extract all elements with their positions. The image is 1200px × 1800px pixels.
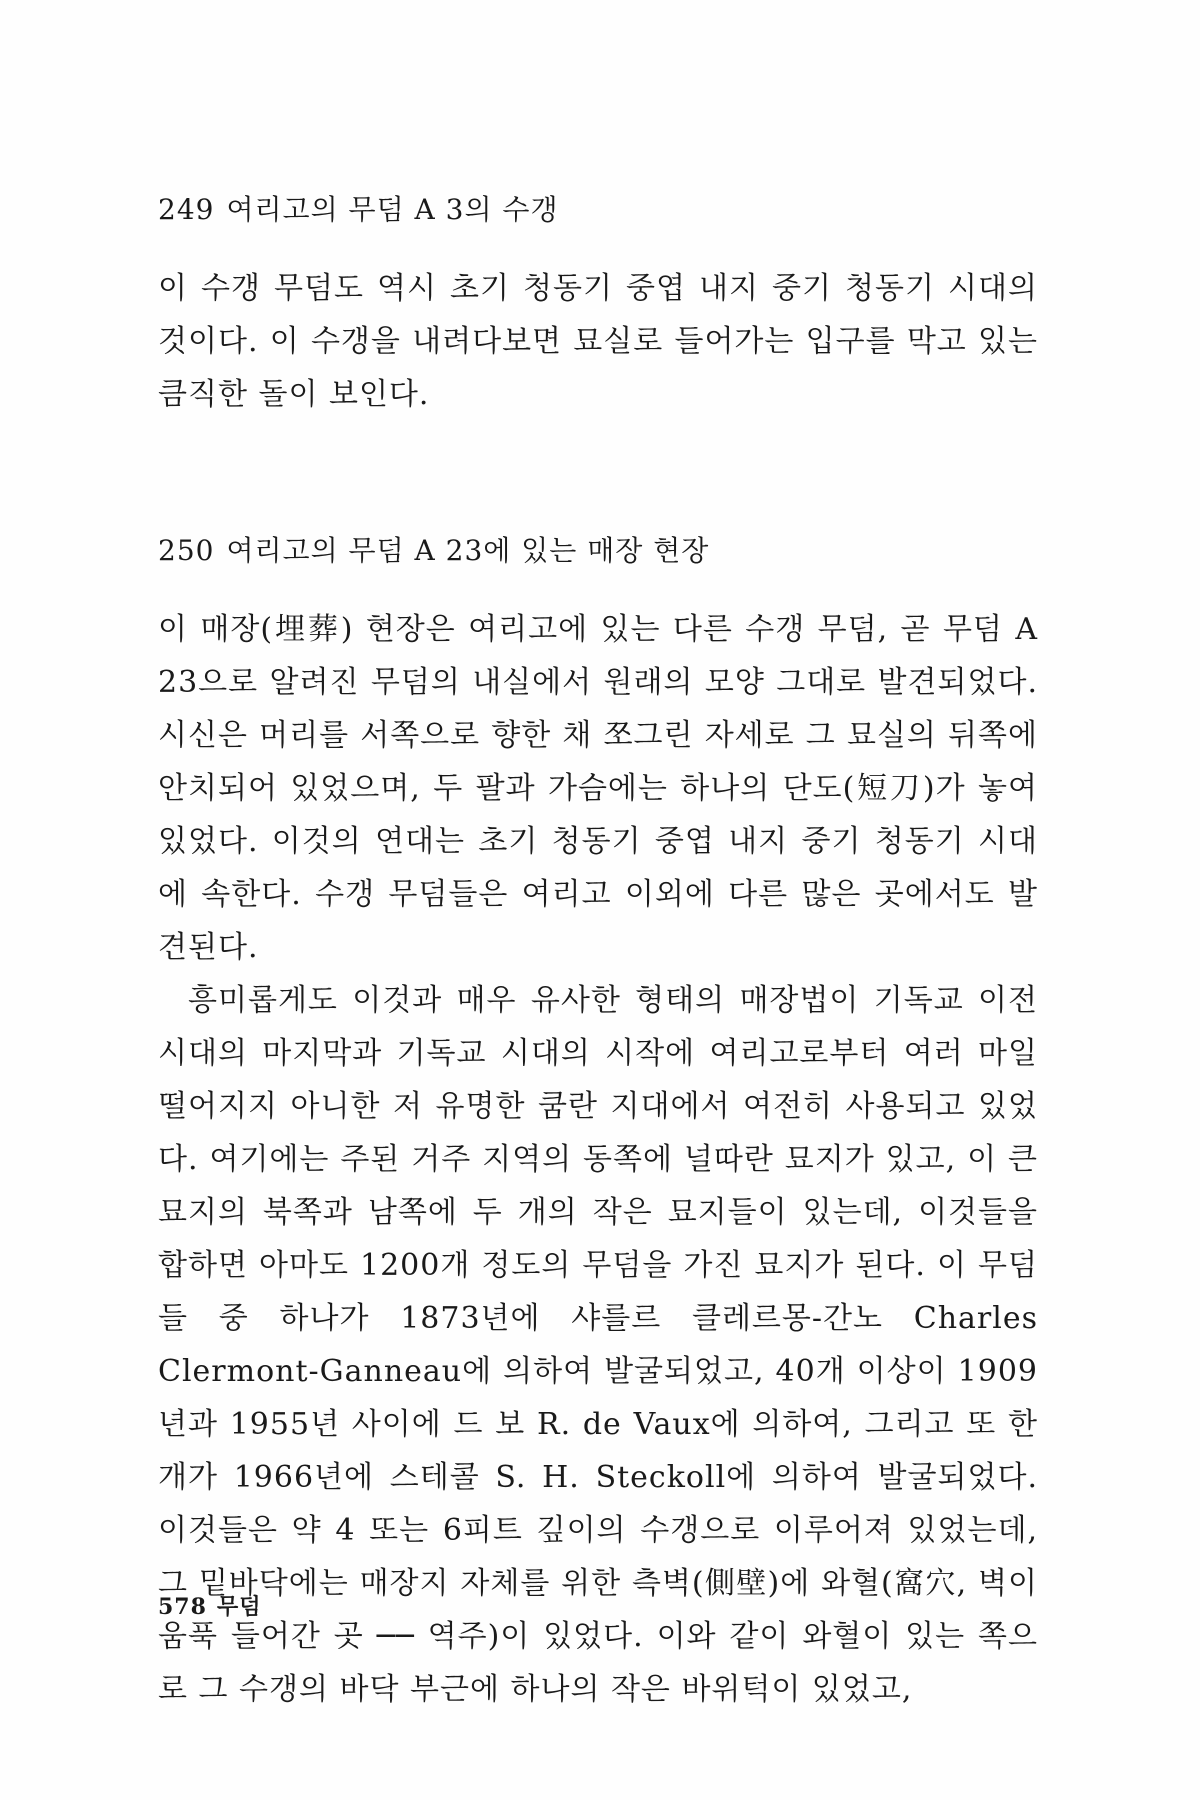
caption-title: 여리고의 무덤 A 23에 있는 매장 현장 xyxy=(226,534,710,567)
caption-heading-249 xyxy=(158,190,1038,230)
caption-body-paragraph: 흥미롭게도 이것과 매우 유사한 형태의 매장법이 기독교 이전 시대의 마지막과 기독교 시대의 시작에 여리고로부터 여러 마일 떨어지지 아니한 저 유명한 쿰란 지대에서 여전히 사용되고 있었다. 여기에는 주된 거주 지역의 동쪽에 널따란 묘지가 있고, 이 큰 묘지의 북쪽과 남쪽에 두 개의 작은 묘지들이 있는데, 이것들을 합하면 아마도 1200개 정도의 무덤을 가진 묘지가 된다. 이 무덤들 중 하나가 1873년에 샤를르 클레르몽-간노 Charles Clermont-Ganneau에 의하여 발굴되었고, 40개 이상이 1909년과 1955년 사이에 드 보 R. de Vaux에 의하여, 그리고 또 한 개가 1966년에 스테콜 S. H. Steckoll에 의하여 발굴되었다. 이것들은 약 4 또는 6피트 깊이의 수갱으로 이루어져 있었는데, 그 밑바닥에는 매장지 자체를 위한 측벽(側壁)에 와혈(窩穴, 벽이 움푹 들어간 곳 ── 역주)이 있었다. 이와 같이 와혈이 있는 쪽으로 그 수갱의 바닥 부근에 하나의 작은 바위턱이 있었고, xyxy=(158,983,1038,1707)
caption-title: 여리고의 무덤 A 3의 수갱 xyxy=(226,193,559,226)
page-footer xyxy=(158,1590,261,1621)
running-section-title: 무덤 xyxy=(216,1594,262,1620)
page-number: 578 xyxy=(158,1594,207,1620)
caption-body-paragraph: 이 매장(埋葬) 현장은 여리고에 있는 다른 수갱 무덤, 곧 무덤 A 23으로 알려진 무덤의 내실에서 원래의 모양 그대로 발견되었다. 시신은 머리를 서쪽으로 향한 채 쪼그린 자세로 그 묘실의 뒤쪽에 안치되어 있었으며, 두 팔과 가슴에는 하나의 단도(短刀)가 놓여 있었다. 이것의 연대는 초기 청동기 중엽 내지 중기 청동기 시대에 속한다. 수갱 무덤들은 여리고 이외에 다른 많은 곳에서도 발견된다. xyxy=(158,612,1038,965)
page-content xyxy=(158,190,1038,1716)
caption-number: 249 xyxy=(158,193,215,226)
caption-number: 250 xyxy=(158,534,215,567)
caption-body-paragraph: 이 수갱 무덤도 역시 초기 청동기 중엽 내지 중기 청동기 시대의 것이다. 이 수갱을 내려다보면 묘실로 들어가는 입구를 막고 있는 큼직한 돌이 보인다. xyxy=(158,271,1038,412)
caption-heading-250 xyxy=(158,531,1038,571)
